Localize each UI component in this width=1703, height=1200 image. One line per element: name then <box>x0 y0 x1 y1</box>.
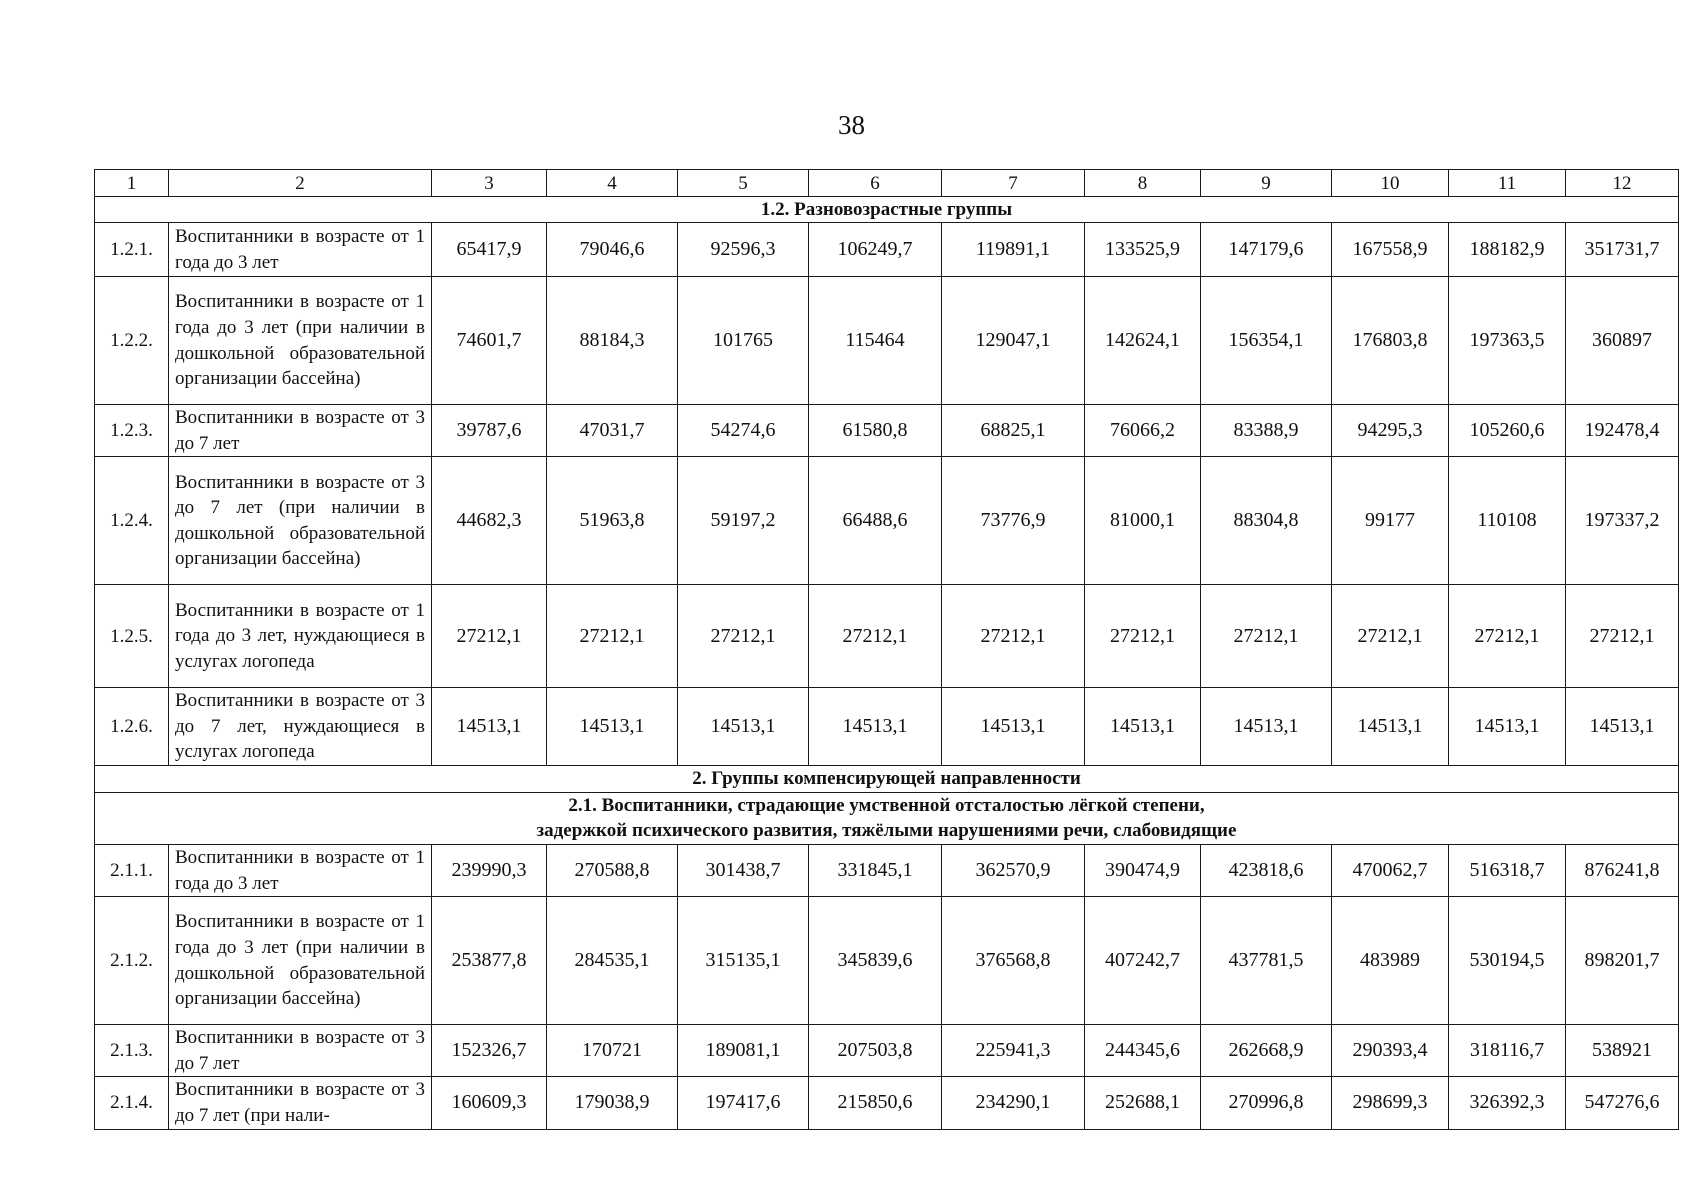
value-cell: 147179,6 <box>1201 223 1332 277</box>
value-cell: 315135,1 <box>678 897 809 1025</box>
value-cell: 301438,7 <box>678 844 809 896</box>
column-number: 6 <box>809 170 942 197</box>
value-cell: 14513,1 <box>547 688 678 766</box>
value-cell: 101765 <box>678 277 809 405</box>
table-row <box>95 897 1679 1025</box>
column-number: 11 <box>1449 170 1566 197</box>
value-cell: 188182,9 <box>1449 223 1566 277</box>
value-cell: 270996,8 <box>1201 1077 1332 1129</box>
row-code: 2.1.2. <box>95 897 169 1025</box>
value-cell: 27212,1 <box>809 585 942 688</box>
row-description: Воспитанники в возрасте от 3 до 7 лет <box>169 405 432 457</box>
row-description: Воспитанники в возрасте от 3 до 7 лет (при нали- <box>169 1077 432 1129</box>
column-number: 9 <box>1201 170 1332 197</box>
value-cell: 351731,7 <box>1566 223 1679 277</box>
value-cell: 110108 <box>1449 457 1566 585</box>
column-number-row <box>95 170 1679 197</box>
row-code: 2.1.3. <box>95 1025 169 1077</box>
column-number: 1 <box>95 170 169 197</box>
value-cell: 192478,4 <box>1566 405 1679 457</box>
value-cell: 207503,8 <box>809 1025 942 1077</box>
value-cell: 331845,1 <box>809 844 942 896</box>
row-description: Воспитанники в возрасте от 3 до 7 лет (при наличии в дошкольной образовательной организации бассейна) <box>169 457 432 585</box>
subsection-heading-line: 2.1. Воспитанники, страдающие умственной отсталостью лёгкой степени, <box>568 795 1205 817</box>
value-cell: 66488,6 <box>809 457 942 585</box>
value-cell: 99177 <box>1332 457 1449 585</box>
table-row <box>95 844 1679 896</box>
row-code: 1.2.4. <box>95 457 169 585</box>
section-row <box>95 197 1679 223</box>
value-cell: 876241,8 <box>1566 844 1679 896</box>
value-cell: 14513,1 <box>1449 688 1566 766</box>
value-cell: 437781,5 <box>1201 897 1332 1025</box>
row-description: Воспитанники в возрасте от 1 года до 3 лет (при наличии в дошкольной образовательной организации бассейна) <box>169 277 432 405</box>
value-cell: 167558,9 <box>1332 223 1449 277</box>
subsection-heading <box>95 792 1679 844</box>
value-cell: 76066,2 <box>1085 405 1201 457</box>
value-cell: 27212,1 <box>942 585 1085 688</box>
value-cell: 262668,9 <box>1201 1025 1332 1077</box>
value-cell: 14513,1 <box>1085 688 1201 766</box>
value-cell: 360897 <box>1566 277 1679 405</box>
table-row <box>95 1077 1679 1129</box>
row-code: 1.2.5. <box>95 585 169 688</box>
value-cell: 318116,7 <box>1449 1025 1566 1077</box>
value-cell: 14513,1 <box>942 688 1085 766</box>
value-cell: 898201,7 <box>1566 897 1679 1025</box>
value-cell: 152326,7 <box>432 1025 547 1077</box>
value-cell: 129047,1 <box>942 277 1085 405</box>
column-number: 4 <box>547 170 678 197</box>
value-cell: 14513,1 <box>1201 688 1332 766</box>
column-number: 8 <box>1085 170 1201 197</box>
value-cell: 362570,9 <box>942 844 1085 896</box>
value-cell: 234290,1 <box>942 1077 1085 1129</box>
value-cell: 156354,1 <box>1201 277 1332 405</box>
row-description: Воспитанники в возрасте от 1 года до 3 лет <box>169 223 432 277</box>
row-code: 2.1.4. <box>95 1077 169 1129</box>
value-cell: 252688,1 <box>1085 1077 1201 1129</box>
column-number: 10 <box>1332 170 1449 197</box>
column-number: 3 <box>432 170 547 197</box>
row-description: Воспитанники в возрасте от 1 года до 3 лет, нуждающиеся в услугах логопеда <box>169 585 432 688</box>
value-cell: 284535,1 <box>547 897 678 1025</box>
value-cell: 59197,2 <box>678 457 809 585</box>
value-cell: 27212,1 <box>1449 585 1566 688</box>
table-row <box>95 688 1679 766</box>
value-cell: 27212,1 <box>1201 585 1332 688</box>
value-cell: 239990,3 <box>432 844 547 896</box>
value-cell: 270588,8 <box>547 844 678 896</box>
value-cell: 390474,9 <box>1085 844 1201 896</box>
value-cell: 94295,3 <box>1332 405 1449 457</box>
value-cell: 290393,4 <box>1332 1025 1449 1077</box>
value-cell: 142624,1 <box>1085 277 1201 405</box>
value-cell: 160609,3 <box>432 1077 547 1129</box>
value-cell: 73776,9 <box>942 457 1085 585</box>
value-cell: 298699,3 <box>1332 1077 1449 1129</box>
value-cell: 423818,6 <box>1201 844 1332 896</box>
section-row <box>95 792 1679 844</box>
value-cell: 27212,1 <box>547 585 678 688</box>
column-number: 12 <box>1566 170 1679 197</box>
value-cell: 27212,1 <box>1332 585 1449 688</box>
value-cell: 244345,6 <box>1085 1025 1201 1077</box>
value-cell: 68825,1 <box>942 405 1085 457</box>
value-cell: 51963,8 <box>547 457 678 585</box>
value-cell: 345839,6 <box>809 897 942 1025</box>
value-cell: 27212,1 <box>678 585 809 688</box>
value-cell: 61580,8 <box>809 405 942 457</box>
value-cell: 39787,6 <box>432 405 547 457</box>
column-number: 5 <box>678 170 809 197</box>
value-cell: 14513,1 <box>1566 688 1679 766</box>
row-code: 2.1.1. <box>95 844 169 896</box>
value-cell: 83388,9 <box>1201 405 1332 457</box>
value-cell: 92596,3 <box>678 223 809 277</box>
value-cell: 14513,1 <box>1332 688 1449 766</box>
value-cell: 79046,6 <box>547 223 678 277</box>
page-number: 38 <box>838 110 865 140</box>
value-cell: 119891,1 <box>942 223 1085 277</box>
value-cell: 179038,9 <box>547 1077 678 1129</box>
row-code: 1.2.3. <box>95 405 169 457</box>
value-cell: 65417,9 <box>432 223 547 277</box>
value-cell: 14513,1 <box>809 688 942 766</box>
value-cell: 88304,8 <box>1201 457 1332 585</box>
value-cell: 376568,8 <box>942 897 1085 1025</box>
row-description: Воспитанники в возрасте от 3 до 7 лет <box>169 1025 432 1077</box>
row-code: 1.2.6. <box>95 688 169 766</box>
row-code: 1.2.2. <box>95 277 169 405</box>
row-code: 1.2.1. <box>95 223 169 277</box>
value-cell: 470062,7 <box>1332 844 1449 896</box>
row-description: Воспитанники в возрасте от 3 до 7 лет, нуждающиеся в услугах логопеда <box>169 688 432 766</box>
value-cell: 253877,8 <box>432 897 547 1025</box>
value-cell: 44682,3 <box>432 457 547 585</box>
value-cell: 189081,1 <box>678 1025 809 1077</box>
table-row <box>95 457 1679 585</box>
section-heading: 2. Группы компенсирующей направленности <box>95 765 1679 792</box>
column-number: 7 <box>942 170 1085 197</box>
value-cell: 105260,6 <box>1449 405 1566 457</box>
value-cell: 27212,1 <box>1085 585 1201 688</box>
value-cell: 27212,1 <box>1566 585 1679 688</box>
table-row <box>95 223 1679 277</box>
table-row <box>95 1025 1679 1077</box>
value-cell: 407242,7 <box>1085 897 1201 1025</box>
value-cell: 538921 <box>1566 1025 1679 1077</box>
tariff-table <box>94 169 1679 1130</box>
table-row <box>95 405 1679 457</box>
value-cell: 547276,6 <box>1566 1077 1679 1129</box>
row-description: Воспитанники в возрасте от 1 года до 3 лет <box>169 844 432 896</box>
table-row <box>95 585 1679 688</box>
value-cell: 88184,3 <box>547 277 678 405</box>
value-cell: 176803,8 <box>1332 277 1449 405</box>
value-cell: 483989 <box>1332 897 1449 1025</box>
value-cell: 225941,3 <box>942 1025 1085 1077</box>
value-cell: 530194,5 <box>1449 897 1566 1025</box>
value-cell: 106249,7 <box>809 223 942 277</box>
value-cell: 215850,6 <box>809 1077 942 1129</box>
value-cell: 14513,1 <box>678 688 809 766</box>
value-cell: 27212,1 <box>432 585 547 688</box>
value-cell: 197337,2 <box>1566 457 1679 585</box>
table-row <box>95 277 1679 405</box>
value-cell: 54274,6 <box>678 405 809 457</box>
value-cell: 133525,9 <box>1085 223 1201 277</box>
subsection-heading-line: задержкой психического развития, тяжёлыми нарушениями речи, слабовидящие <box>536 820 1237 842</box>
value-cell: 170721 <box>547 1025 678 1077</box>
value-cell: 197417,6 <box>678 1077 809 1129</box>
section-row <box>95 765 1679 792</box>
row-description: Воспитанники в возрасте от 1 года до 3 лет (при наличии в дошкольной образовательной организации бассейна) <box>169 897 432 1025</box>
value-cell: 14513,1 <box>432 688 547 766</box>
value-cell: 197363,5 <box>1449 277 1566 405</box>
value-cell: 47031,7 <box>547 405 678 457</box>
column-number: 2 <box>169 170 432 197</box>
value-cell: 74601,7 <box>432 277 547 405</box>
value-cell: 326392,3 <box>1449 1077 1566 1129</box>
value-cell: 81000,1 <box>1085 457 1201 585</box>
section-heading: 1.2. Разновозрастные группы <box>95 197 1679 223</box>
value-cell: 115464 <box>809 277 942 405</box>
value-cell: 516318,7 <box>1449 844 1566 896</box>
